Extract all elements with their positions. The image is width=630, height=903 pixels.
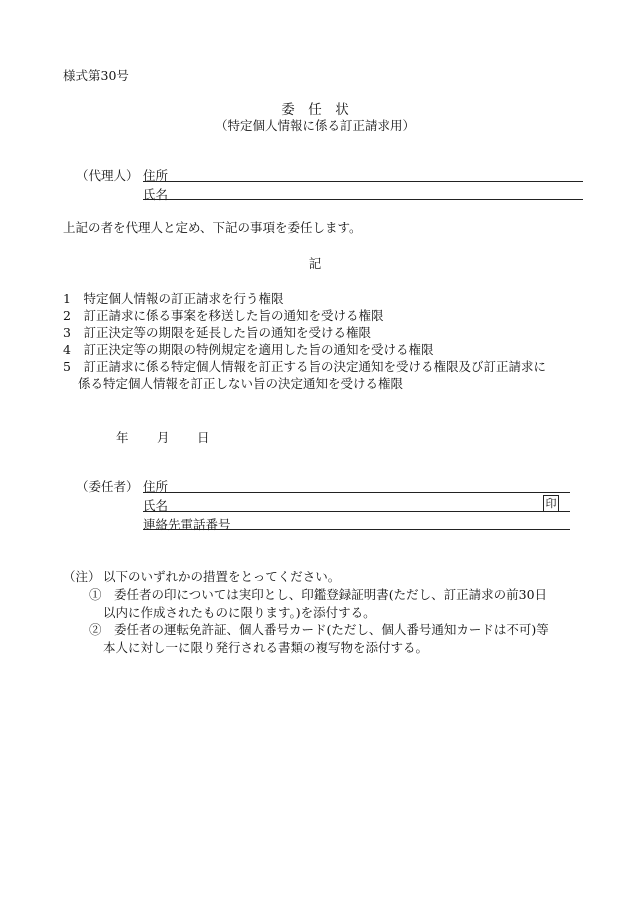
item-1: 1 特定個人情報の訂正請求を行う権限 (63, 291, 284, 306)
item-2: 2 訂正請求に係る事案を移送した旨の通知を受ける権限 (63, 308, 384, 323)
document-subtitle: （特定個人情報に係る訂正請求用） (214, 118, 415, 133)
agent-label: （代理人） (76, 168, 139, 183)
delegation-statement: 上記の者を代理人と定め、下記の事項を委任します。 (63, 220, 362, 235)
agent-address-label: 住所 (143, 168, 169, 183)
principal-name-label: 氏名 (143, 498, 169, 513)
seal-mark: 印 (543, 495, 559, 512)
agent-address-line (143, 181, 583, 182)
item-3: 3 訂正決定等の期限を延長した旨の通知を受ける権限 (63, 325, 371, 340)
principal-phone-line (143, 529, 570, 530)
item-4: 4 訂正決定等の期限の特例規定を適用した旨の通知を受ける権限 (63, 342, 434, 357)
item-5: 5 訂正請求に係る特定個人情報を訂正する旨の決定通知を受ける権限及び訂正請求に (63, 359, 546, 374)
note-2-line-2: 本人に対し一に限り発行される書類の複写物を添付する。 (103, 640, 429, 655)
ki-heading: 記 (308, 256, 322, 271)
principal-address-label: 住所 (143, 479, 169, 494)
principal-address-line (143, 492, 570, 493)
note-1-line-2: 以内に作成されたものに限ります。)を添付する。 (103, 605, 376, 620)
notes-label: （注） (63, 569, 101, 584)
item-5-continued: 係る特定個人情報を訂正しない旨の決定通知を受ける権限 (78, 376, 404, 391)
note-1-line-1: ① 委任者の印については実印とし、印鑑登録証明書(ただし、訂正請求の前30日 (89, 587, 548, 602)
date-day: 日 (197, 430, 210, 445)
agent-name-line (143, 199, 583, 200)
date-month: 月 (157, 430, 170, 445)
date-year: 年 (116, 430, 129, 445)
agent-name-label: 氏名 (143, 187, 169, 202)
document-title: 委 任 状 (281, 102, 349, 118)
principal-label: （委任者） (76, 479, 139, 494)
principal-phone-label: 連絡先電話番号 (143, 517, 231, 532)
principal-name-line (143, 511, 570, 512)
note-2-line-1: ② 委任者の運転免許証、個人番号カード(ただし、個人番号通知カードは不可)等 (89, 622, 549, 637)
notes-intro: 以下のいずれかの措置をとってください。 (103, 569, 341, 584)
form-number: 様式第30号 (63, 68, 129, 83)
